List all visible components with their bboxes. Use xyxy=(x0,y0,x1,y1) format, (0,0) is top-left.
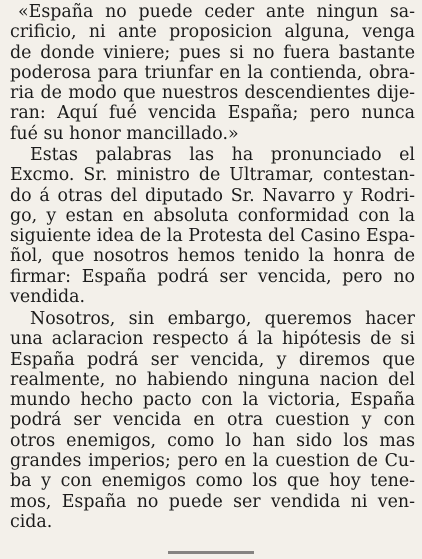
section-divider xyxy=(168,551,254,554)
text-line: ba y con enemigos como los que hoy tene- xyxy=(10,471,415,492)
text-line: mundo hecho pacto con la victoria, España xyxy=(10,390,415,411)
text-line: crificio, ni ante proposicion alguna, venga xyxy=(10,22,415,43)
text-line: una aclaracion respecto á la hipótesis de si xyxy=(10,329,415,350)
text-line: grandes imperios; pero en la cuestion de Cu- xyxy=(10,451,415,472)
text-line: go, y estan en absoluta conformidad con la xyxy=(10,205,415,226)
body-paragraph xyxy=(10,145,415,307)
text-line: Estas palabras las ha pronunciado el xyxy=(30,145,415,165)
text-line: mos, España no puede ser vendida ni ven- xyxy=(10,491,415,512)
body-paragraph xyxy=(10,309,415,532)
text-line: fué su honor mancillado.» xyxy=(10,123,239,144)
text-line: otros enemigos, como lo han sido los mas xyxy=(10,430,415,451)
text-line: firmar: España podrá ser vencida, pero no xyxy=(10,266,415,287)
text-line: podrá ser vencida en otra cuestion y con xyxy=(10,410,415,431)
quote-paragraph xyxy=(10,2,415,144)
text-line: do á otras del diputado Sr. Navarro y Rodri- xyxy=(10,185,415,206)
text-line: ñol, que nosotros hemos tenido la honra de xyxy=(10,246,415,267)
text-line: Nosotros, sin embargo, queremos hacer xyxy=(30,309,415,329)
text-line: siguiente idea de la Protesta del Casino Espa- xyxy=(10,226,415,247)
text-line: ran: Aquí fué vencida España; pero nunca xyxy=(10,103,415,124)
text-line: Excmo. Sr. ministro de Ultramar, contestan- xyxy=(10,165,415,186)
text-line: «España no puede ceder ante ningun sa- xyxy=(18,2,415,22)
text-line: ria de modo que nuestros descendientes dije- xyxy=(10,83,415,104)
text-line: realmente, no habiendo ninguna nacion del xyxy=(10,369,415,390)
text-line: poderosa para triunfar en la contienda, obra- xyxy=(10,62,415,83)
text-line: vendida. xyxy=(10,287,86,308)
text-line: España podrá ser vencida, y diremos que xyxy=(10,349,415,370)
text-line: de donde viniere; pues si no fuera bastante xyxy=(10,42,415,63)
text-line: cida. xyxy=(10,511,53,532)
